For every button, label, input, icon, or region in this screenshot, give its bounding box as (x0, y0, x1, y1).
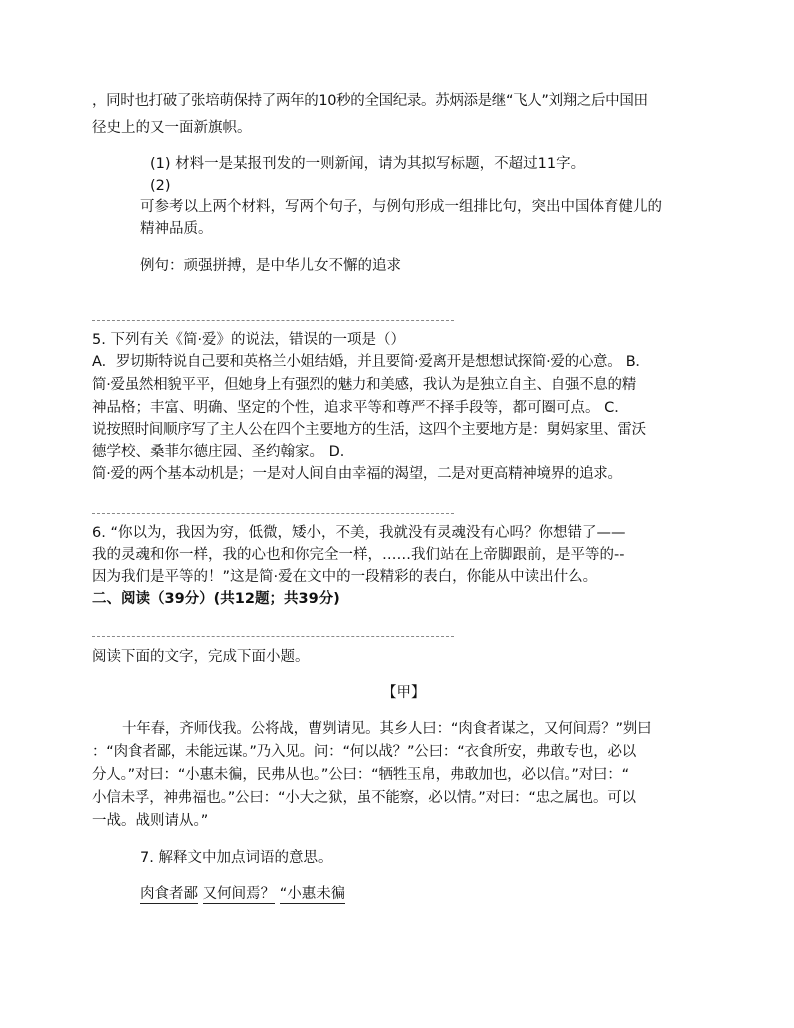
passage-line-5: 一战。战则请从。” (92, 813, 209, 829)
q5-line-4: 说按照时间顺序写了主人公在四个主要地方的生活，这四个主要地方是：舅妈家里、雷沃 (92, 422, 646, 438)
q6-line-1: 6. “你以为，我因为穷，低微，矮小，不美，我就没有灵魂没有心吗？你想错了—— (92, 525, 626, 541)
separator-3 (92, 636, 454, 637)
section-2-heading: 二、阅读（39分）(共12题；共39分) (92, 591, 340, 607)
q4-subquestion-1: (1) 材料一是某报刊发的一则新闻，请为其拟写标题，不超过11字。 (150, 156, 586, 172)
q5-line-2: 简·爱虽然相貌平平，但她身上有强烈的魅力和美感，我认为是独立自主、自强不息的精 (92, 377, 636, 393)
q4-line-4: 精神品质。 (140, 221, 213, 237)
q6-line-2: 我的灵魂和你一样，我的心也和你完全一样，……我们站在上帝脚跟前，是平等的-- (92, 547, 625, 563)
separator-2 (92, 513, 454, 514)
q5-stem: 5. 下列有关《简·爱》的说法，错误的一项是（） (92, 332, 406, 348)
q5-line-1: A．罗切斯特说自己要和英格兰小姐结婚，并且要简·爱离开是想想试探简·爱的心意。 B． (92, 354, 650, 370)
q5-line-6: 简·爱的两个基本动机是；一是对人间自由幸福的渴望，二是对更高精神境界的追求。 (92, 466, 622, 482)
passage-line-3: 分人。”对曰：“小惠未徧，民弗从也。”公曰：“牺牲玉帛，弗敢加也，必以信。”对曰：“ (92, 767, 629, 783)
passage-title: 【甲】 (382, 685, 426, 701)
q4-example: 例句：顽强拼搏，是中华儿女不懈的追求 (140, 258, 401, 274)
q7-stem: 7. 解释文中加点词语的意思。 (140, 850, 333, 866)
q7-word-3: “小惠未徧 (279, 886, 346, 902)
q5-line-5: 德学校、桑菲尔德庄园、圣约翰家。 D． (92, 444, 355, 460)
passage-line-1: 十年春，齐师伐我。公将战，曹刿请见。其乡人曰：“肉食者谋之，又何间焉？”刿曰 (122, 721, 652, 737)
intro-line-1: ，同时也打破了张培萌保持了两年的10秒的全国纪录。苏炳添是继“飞人”刘翔之后中国田 (92, 93, 648, 109)
q7-word-1: 肉食者鄙 (140, 886, 198, 902)
reading-instruction: 阅读下面的文字，完成下面小题。 (92, 649, 310, 665)
q7-words (140, 887, 345, 902)
q4-line-3: 可参考以上两个材料，写两个句子，与例句形成一组排比句，突出中国体育健儿的 (140, 199, 662, 215)
separator-1 (92, 320, 454, 321)
q4-subquestion-2: (2) (150, 178, 171, 194)
q7-word-2: 又何间焉？ (202, 886, 276, 902)
passage-line-4: 小信未孚，神弗福也。”公曰：“小大之狱，虽不能察，必以情。”对曰：“忠之属也。可以 (92, 790, 636, 806)
intro-line-2: 径史上的又一面新旗帜。 (92, 120, 252, 136)
q5-line-3: 神品格；丰富、明确、坚定的个性，追求平等和尊严不择手段等，都可圈可点。 C． (92, 400, 629, 416)
q6-line-3: 因为我们是平等的！”这是简·爱在文中的一段精彩的表白，你能从中读出什么。 (92, 569, 598, 585)
passage-line-2: ：“肉食者鄙，未能远谋。”乃入见。问：“何以战？”公曰：“衣食所安，弗敢专也，必以 (92, 744, 637, 760)
